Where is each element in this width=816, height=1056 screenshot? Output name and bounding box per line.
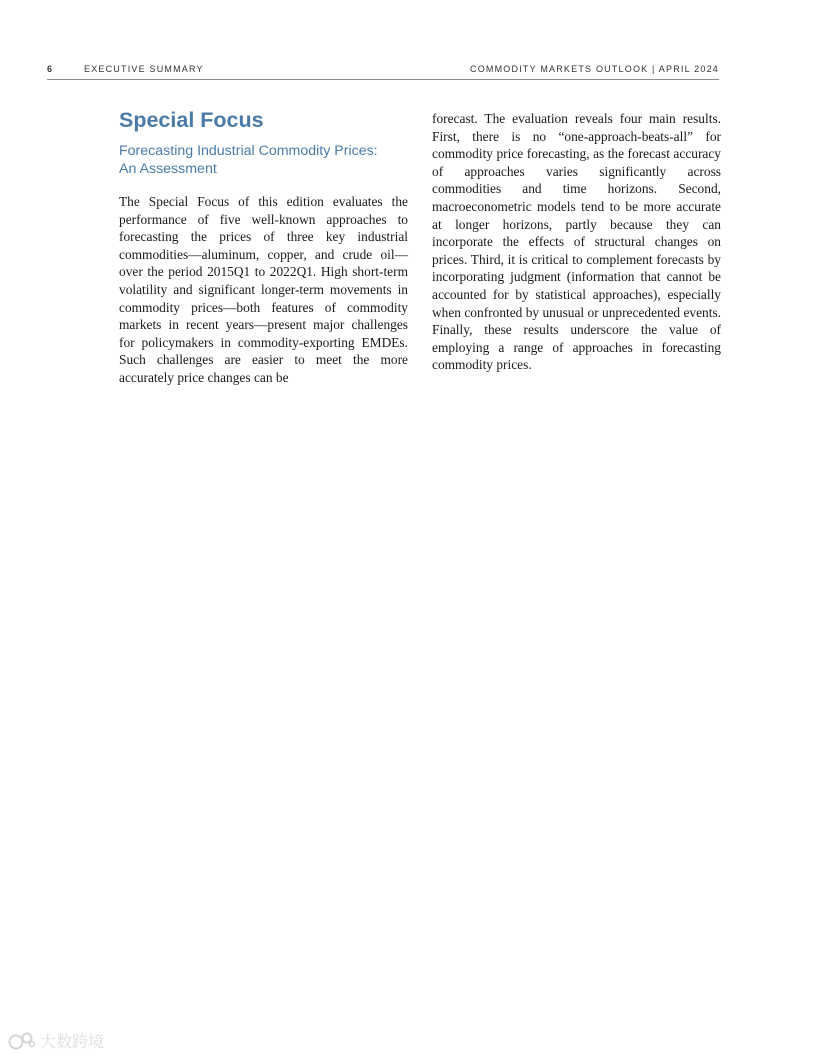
page-number: 6 xyxy=(47,64,53,74)
body-paragraph-right: forecast. The evaluation reveals four main results. First, there is no “one-approach-beats-all” for commodity price forecasting, as the forecast accuracy of approaches varies significantly across commodities and time horizons. Second, macroeconometric models tend to be more accurate at longer horizons, partly because they can incorporate the effects of structural changes on prices. Third, it is critical to complement forecasts by incorporating judgment (information that cannot be accounted for by statistical approaches), especially when confronted by unusual or unprecedented events. Finally, these results underscore the value of employing a range of approaches in forecasting commodity prices. xyxy=(432,111,721,373)
logo-mark-icon xyxy=(8,1031,36,1051)
body-paragraph-left: The Special Focus of this edition evaluates the performance of five well-known approaches to forecasting the prices of three key industrial commodities—aluminum, copper, and crude oil—over the period 2015Q1 to 2022Q1. High short-term volatility and significant longer-term movements in commodity prices—both features of commodity markets in recent years—present major challenges for policymakers in commodity-exporting EMDEs. Such challenges are easier to meet the more accurately price changes can be xyxy=(119,194,408,385)
left-column xyxy=(119,106,408,387)
section-subtitle xyxy=(119,142,408,178)
right-column xyxy=(432,110,721,374)
watermark-text: 大数跨境 xyxy=(40,1032,105,1051)
report-name: COMMODITY MARKETS OUTLOOK | APRIL 2024 xyxy=(470,64,719,74)
subtitle-line-2: An Assessment xyxy=(119,161,217,177)
section-name: EXECUTIVE SUMMARY xyxy=(84,64,204,74)
watermark xyxy=(8,1029,104,1052)
subtitle-line-1: Forecasting Industrial Commodity Prices: xyxy=(119,143,378,159)
section-title: Special Focus xyxy=(119,108,264,132)
running-header xyxy=(47,64,719,80)
